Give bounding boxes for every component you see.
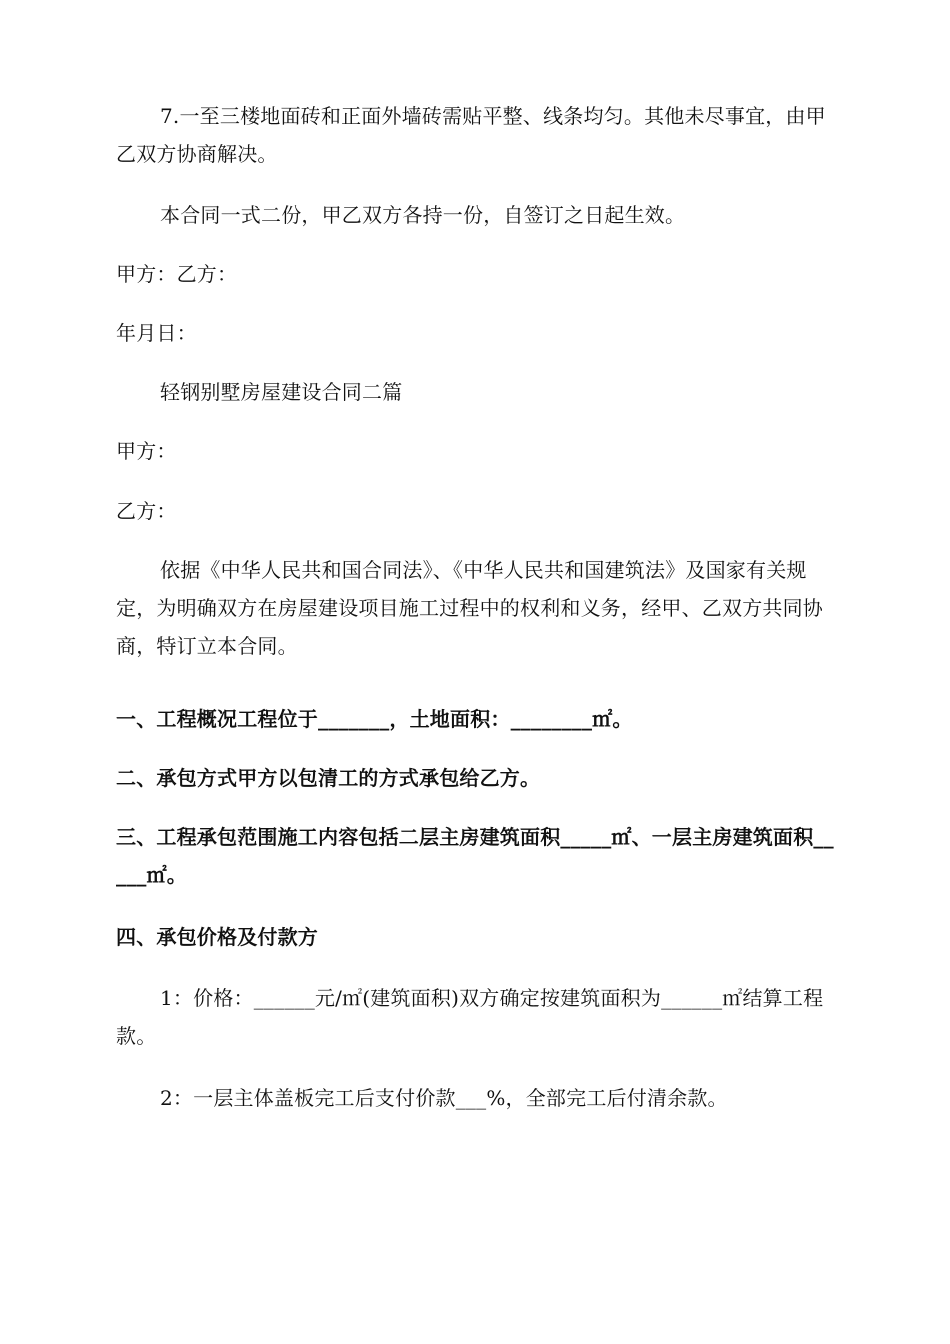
article-3-heading: 三、工程承包范围施工内容包括二层主房建筑面积_____㎡、一层主房建筑面积_____㎡。 [116, 825, 834, 887]
date-line: 年月日： [116, 321, 197, 345]
price-clause: 1：价格：______元/㎡(建筑面积)双方确定按建筑面积为______㎡结算工程款。 [116, 986, 824, 1048]
article-4-heading: 四、承包价格及付款方 [116, 925, 318, 949]
section-title: 轻钢别墅房屋建设合同二篇 [160, 380, 403, 404]
clause-7-paragraph: 7.一至三楼地面砖和正面外墙砖需贴平整、线条均匀。其他未尽事宜，由甲乙双方协商解决。 [116, 104, 826, 166]
payment-clause: 2：一层主体盖板完工后支付价款___%，全部完工后付清余款。 [160, 1086, 728, 1110]
article-2-heading: 二、承包方式甲方以包清工的方式承包给乙方。 [116, 766, 541, 790]
party-signature-line: 甲方：乙方： [116, 262, 238, 286]
preamble-paragraph: 依据《中华人民共和国合同法》、《中华人民共和国建筑法》及国家有关规定，为明确双方在房屋建设项目施工过程中的权利和义务，经甲、乙双方共同协商，特订立本合同。 [116, 558, 823, 658]
party-a-line: 甲方： [116, 439, 177, 463]
contract-copies-paragraph: 本合同一式二份，甲乙双方各持一份，自签订之日起生效。 [160, 203, 686, 227]
article-1-heading: 一、工程概况工程位于_______，土地面积：________㎡。 [116, 707, 633, 731]
party-b-line: 乙方： [116, 499, 177, 523]
